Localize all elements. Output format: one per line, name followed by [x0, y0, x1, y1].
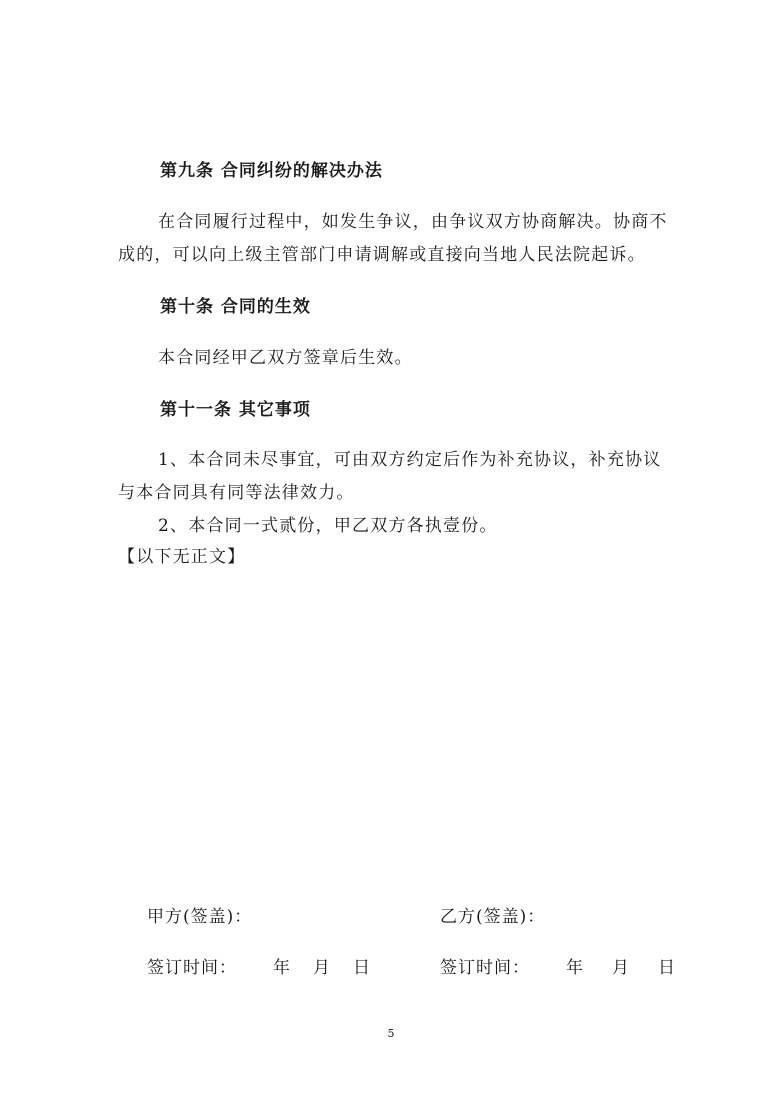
- article-11-item-1-line-2: 与本合同具有同等法律效力。: [118, 483, 355, 503]
- party-a-day-label: 日: [353, 958, 371, 978]
- article-9-heading: 第九条 合同纠纷的解决办法: [160, 161, 383, 181]
- article-11-heading: 第十一条 其它事项: [160, 400, 311, 420]
- party-b-sign-date: [440, 953, 676, 978]
- party-a-seal-label: 甲方(签盖)：: [147, 907, 253, 927]
- party-b-sign-time-label: 签订时间：: [440, 958, 530, 978]
- article-11-item-2: 2、本合同一式贰份，甲乙双方各执壹份。: [158, 516, 498, 536]
- party-b-seal-label: 乙方(签盖)：: [440, 907, 546, 927]
- party-b-day-label: 日: [658, 958, 676, 978]
- article-9-paragraph-line-1: 在合同履行过程中，如发生争议，由争议双方协商解决。协商不: [158, 212, 668, 232]
- party-b-year-label: 年: [566, 958, 584, 978]
- page-number: 5: [387, 1027, 395, 1040]
- party-b-month-label: 月: [612, 958, 630, 978]
- article-11-item-1-line-1: 1、本合同未尽事宜，可由双方约定后作为补充协议，补充协议: [158, 450, 662, 470]
- article-10-paragraph: 本合同经甲乙双方签章后生效。: [158, 348, 413, 368]
- party-a-month-label: 月: [313, 958, 331, 978]
- article-10-heading: 第十条 合同的生效: [160, 297, 311, 317]
- end-of-text-marker: 【以下无正文】: [118, 547, 246, 567]
- party-a-sign-date: [147, 953, 371, 978]
- party-a-year-label: 年: [273, 958, 291, 978]
- party-a-sign-time-label: 签订时间：: [147, 958, 237, 978]
- article-9-paragraph-line-2: 成的，可以向上级主管部门申请调解或直接向当地人民法院起诉。: [118, 245, 646, 265]
